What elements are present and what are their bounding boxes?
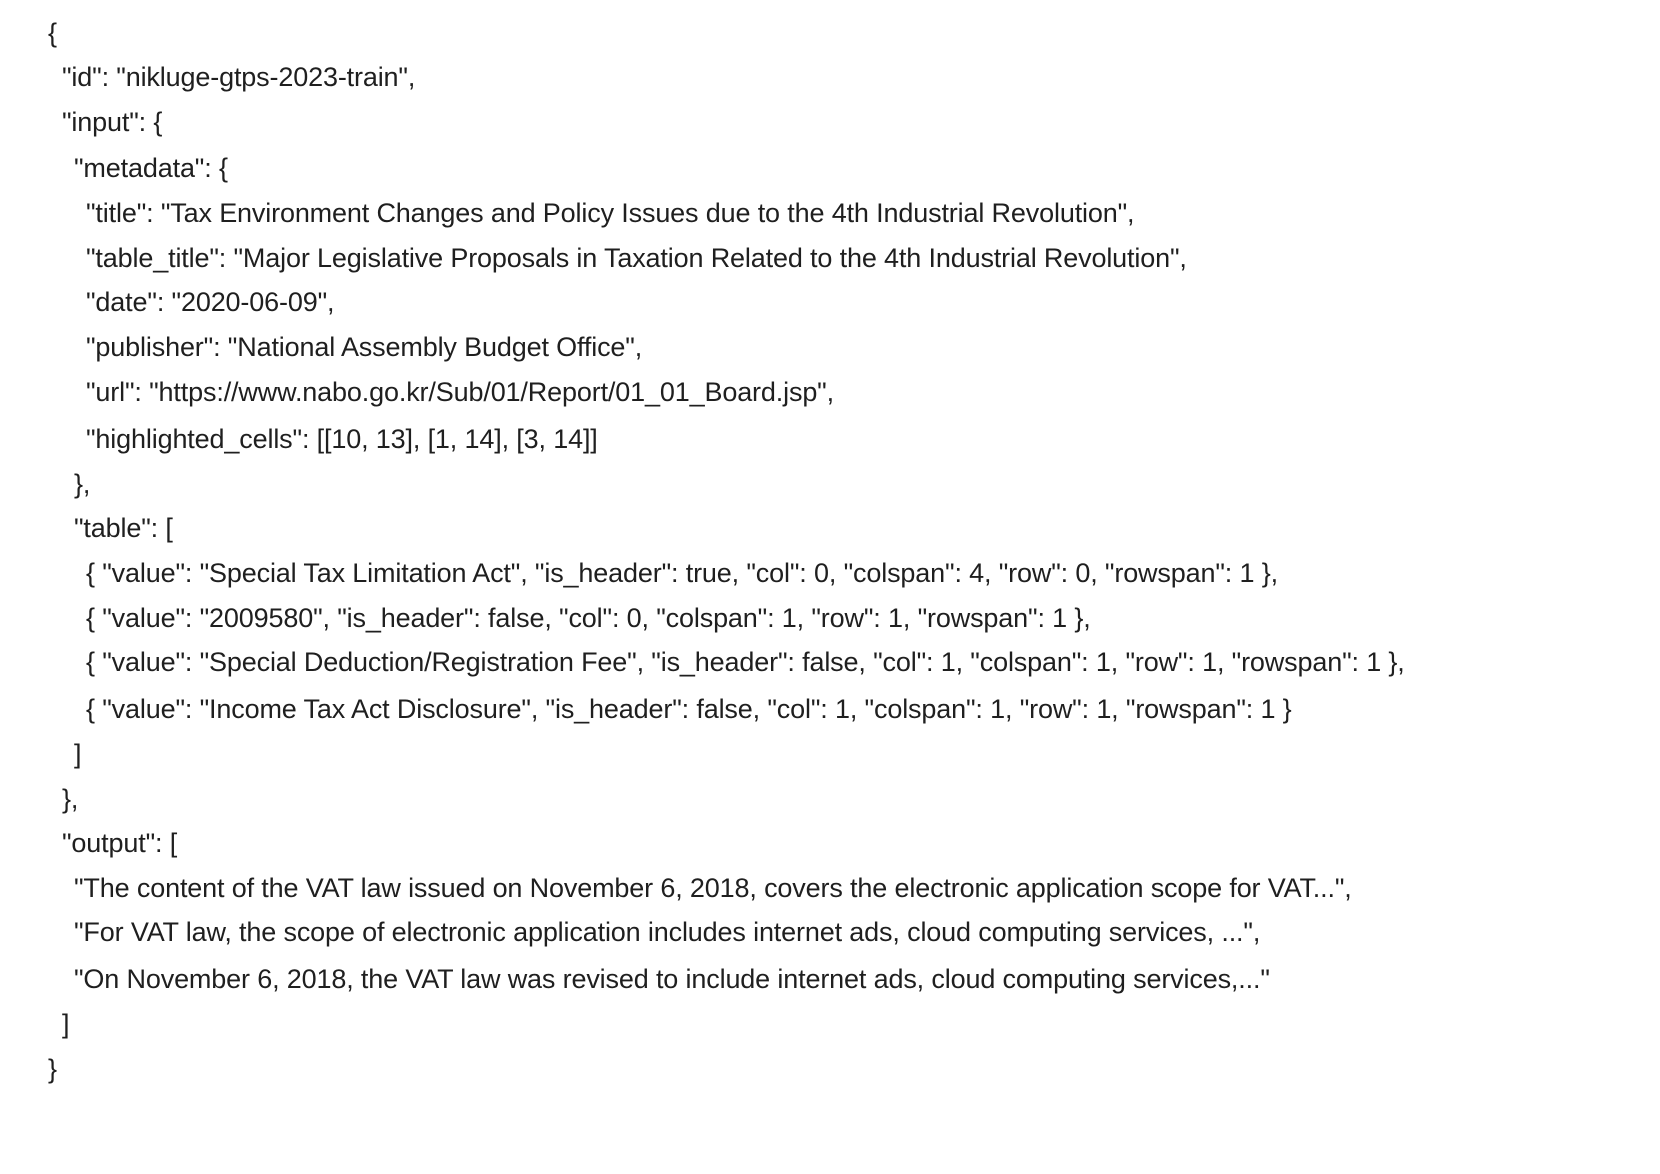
doc-line: "publisher": "National Assembly Budget Office", xyxy=(86,332,643,362)
doc-line: "output": [ xyxy=(62,828,178,858)
doc-line: } xyxy=(48,1054,57,1084)
doc-line: }, xyxy=(74,469,91,499)
doc-line: "url": "https://www.nabo.go.kr/Sub/01/Report/01_01_Board.jsp", xyxy=(86,377,834,407)
doc-line: }, xyxy=(62,784,79,814)
doc-line: "table_title": "Major Legislative Proposals in Taxation Related to the 4th Industrial Revolution", xyxy=(86,243,1187,273)
doc-line: ] xyxy=(74,739,82,769)
doc-line: "metadata": { xyxy=(74,153,228,183)
doc-line: "date": "2020-06-09", xyxy=(86,287,335,317)
doc-line: { "value": "Income Tax Act Disclosure", "is_header": false, "col": 1, "colspan": 1, "row": 1, "rowspan": 1 } xyxy=(86,694,1292,724)
doc-line: "title": "Tax Environment Changes and Policy Issues due to the 4th Industrial Revolution", xyxy=(86,198,1135,228)
doc-line: { "value": "Special Deduction/Registration Fee", "is_header": false, "col": 1, "colspan": 1, "row": 1, "rowspan": 1 }, xyxy=(86,647,1405,677)
doc-line: "For VAT law, the scope of electronic application includes internet ads, cloud computing services, ...", xyxy=(74,917,1261,947)
doc-line: { xyxy=(48,18,57,48)
doc-line: "On November 6, 2018, the VAT law was revised to include internet ads, cloud computing services,..." xyxy=(74,964,1270,994)
doc-line: "highlighted_cells": [[10, 13], [1, 14], [3, 14]] xyxy=(86,424,598,454)
doc-line: "table": [ xyxy=(74,513,173,543)
doc-line: "input": { xyxy=(62,107,163,137)
doc-line: { "value": "Special Tax Limitation Act", "is_header": true, "col": 0, "colspan": 4, "row": 0, "rowspan": 1 }, xyxy=(86,558,1278,588)
doc-line: { "value": "2009580", "is_header": false, "col": 0, "colspan": 1, "row": 1, "rowspan": 1 }, xyxy=(86,603,1091,633)
doc-line: "The content of the VAT law issued on November 6, 2018, covers the electronic application scope for VAT...", xyxy=(74,873,1352,903)
doc-line: ] xyxy=(62,1009,70,1039)
doc-line: "id": "nikluge-gtps-2023-train", xyxy=(62,62,416,92)
